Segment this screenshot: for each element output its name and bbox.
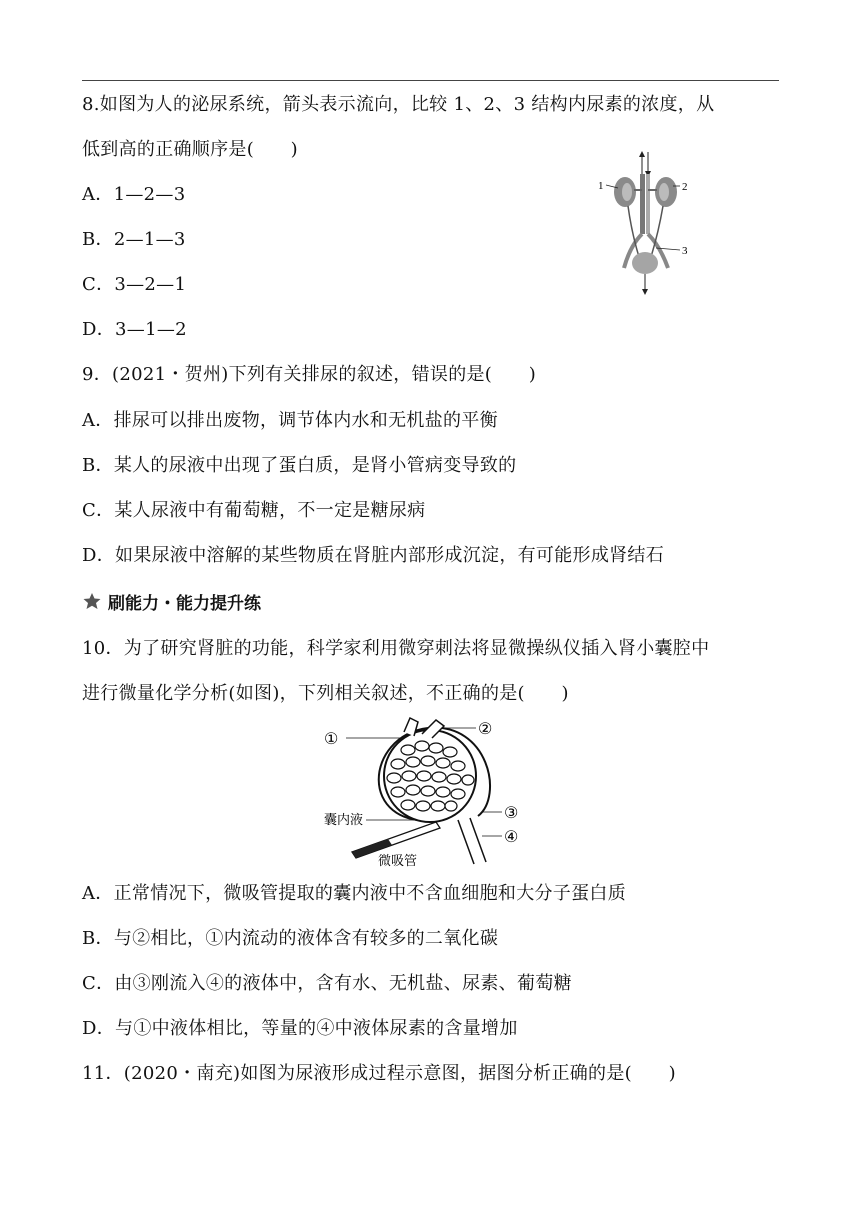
q8-option-a: A．1—2—3 bbox=[82, 184, 186, 205]
label-circle-1: ① bbox=[324, 731, 339, 748]
q10-stem-line1: 10．为了研究肾脏的功能，科学家利用微穿刺法将显微操纵仪插入肾小囊腔中 bbox=[82, 638, 710, 659]
q9-option-b: B．某人的尿液中出现了蛋白质，是肾小管病变导致的 bbox=[82, 455, 517, 476]
label-capsule-fluid: 囊内液 bbox=[324, 812, 364, 827]
q10-option-c: C．由③刚流入④的液体中，含有水、无机盐、尿素、葡萄糖 bbox=[82, 973, 572, 994]
label-3: 3 bbox=[682, 245, 688, 257]
q10-option-a: A．正常情况下，微吸管提取的囊内液中不含血细胞和大分子蛋白质 bbox=[82, 883, 626, 904]
label-micropipette: 微吸管 bbox=[378, 853, 418, 868]
q10-stem-line2: 进行微量化学分析(如图)，下列相关叙述，不正确的是( ) bbox=[82, 683, 569, 704]
label-circle-2: ② bbox=[478, 721, 493, 738]
star-icon bbox=[82, 592, 102, 610]
label-2: 2 bbox=[682, 181, 688, 193]
q8-stem-line1: 8.如图为人的泌尿系统，箭头表示流向，比较 1、2、3 结构内尿素的浓度，从 bbox=[82, 94, 715, 115]
label-circle-3: ③ bbox=[504, 805, 519, 822]
section-title: 刷能力・能力提升练 bbox=[108, 593, 261, 614]
q9-option-c: C．某人尿液中有葡萄糖，不一定是糖尿病 bbox=[82, 500, 426, 521]
urinary-system-figure bbox=[598, 150, 698, 296]
q8-stem-line2: 低到高的正确顺序是( ) bbox=[82, 139, 298, 160]
q8-option-b: B．2—1—3 bbox=[82, 229, 186, 250]
q9-stem: 9．(2021・贺州)下列有关排尿的叙述，错误的是( ) bbox=[82, 364, 537, 385]
q9-option-d: D．如果尿液中溶解的某些物质在肾脏内部形成沉淀，有可能形成肾结石 bbox=[82, 545, 665, 566]
label-circle-4: ④ bbox=[504, 829, 519, 846]
header-rule bbox=[82, 80, 779, 81]
section-heading bbox=[82, 588, 261, 614]
q9-option-a: A．排尿可以排出废物，调节体内水和无机盐的平衡 bbox=[82, 410, 498, 431]
glomerulus-figure bbox=[318, 716, 528, 870]
q8-option-d: D．3—1—2 bbox=[82, 319, 187, 340]
label-1: 1 bbox=[598, 180, 604, 192]
q11-stem: 11．(2020・南充)如图为尿液形成过程示意图，据图分析正确的是( ) bbox=[82, 1063, 676, 1084]
q10-option-b: B．与②相比，①内流动的液体含有较多的二氧化碳 bbox=[82, 928, 499, 949]
q8-option-c: C．3—2—1 bbox=[82, 274, 187, 295]
q10-option-d: D．与①中液体相比，等量的④中液体尿素的含量增加 bbox=[82, 1018, 518, 1039]
